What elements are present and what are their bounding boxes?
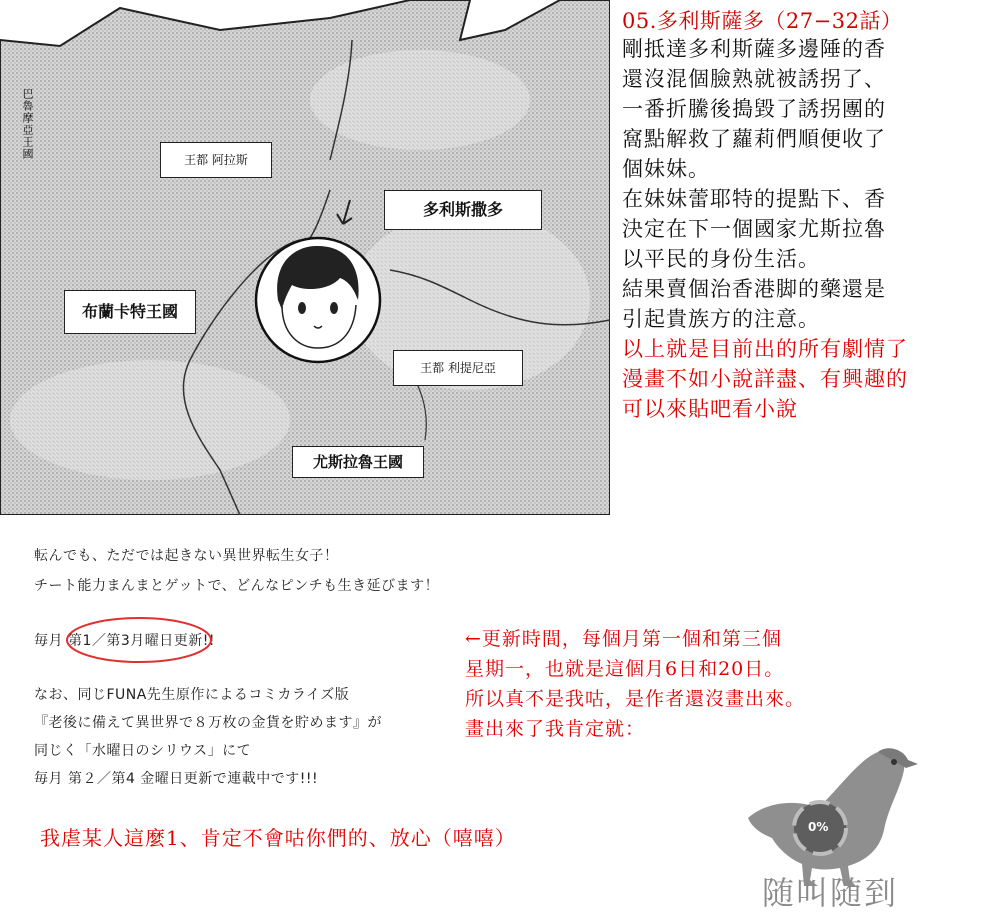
jp-line-5: 『老後に備えて異世界で８万枚の金貨を貯めます』が xyxy=(34,715,382,731)
brankat-kingdom-label: 布蘭卡特王國 xyxy=(64,290,196,334)
yuslaru-kingdom-label: 尤斯拉魯王國 xyxy=(292,446,424,478)
story-line: 個妹妹。 xyxy=(622,157,710,181)
pigeon-caption: 随叫随到 xyxy=(761,874,898,912)
story-line: 一番折騰後搗毀了誘拐團的 xyxy=(622,97,886,121)
jp-line-6: 同じく「水曜日のシリウス」にて xyxy=(34,743,252,759)
story-line: 剛抵達多利斯薩多邊陲的香 xyxy=(622,37,886,61)
bottom-remark: 我虐某人這麼1、肯定不會咕你們的、放心（嘻嘻） xyxy=(40,826,516,850)
capital-litiria-label: 王都 利提尼亞 xyxy=(393,350,523,386)
story-heading: 05.多利斯薩多（27−32話） xyxy=(622,9,903,33)
story-line: 還沒混個臉熟就被誘拐了、 xyxy=(622,67,886,91)
barumoa-kingdom-label: 巴魯摩亞王國 xyxy=(21,88,34,160)
jp-line-1: 転んでも、ただでは起きない異世界転生女子！ xyxy=(34,548,339,564)
update-note xyxy=(465,624,995,744)
capital-aras-label: 王都 阿拉斯 xyxy=(160,142,272,178)
note-line: ←更新時間，每個月第一個和第三個 xyxy=(465,628,782,650)
dorisasa-label: 多利斯撒多 xyxy=(384,190,542,230)
note-line: 畫出來了我肯定就： xyxy=(465,718,646,740)
red-circle-highlight xyxy=(64,614,214,666)
jp-line-2: チート能力まんまとゲットで、どんなピンチも生き延びます！ xyxy=(34,578,440,594)
jp-line-7: 毎月 第２／第4 金曜日更新で連載中です!!! xyxy=(34,771,319,787)
story-line: 以平民的身份生活。 xyxy=(622,247,820,271)
pigeon-percent: 0% xyxy=(808,820,829,834)
story-red-line: 以上就是目前出的所有劇情了 xyxy=(622,337,908,361)
story-line: 結果賣個治香港脚的藥還是 xyxy=(622,277,886,301)
story-red-line: 可以來貼吧看小說 xyxy=(622,397,798,421)
story-line: 在妹妹蕾耶特的提點下、香 xyxy=(622,187,886,211)
map-illustration xyxy=(0,0,610,515)
jp-line-4: なお、同じFUNA先生原作によるコミカライズ版 xyxy=(34,687,350,703)
story-line: 窩點解救了蘿莉們順便收了 xyxy=(622,127,886,151)
story-line: 引起貴族方的注意。 xyxy=(622,307,820,331)
story-line: 決定在下一個國家尤斯拉魯 xyxy=(622,217,886,241)
note-line: 所以真不是我咕，是作者還沒畫出來。 xyxy=(465,688,806,710)
story-summary xyxy=(622,8,998,424)
jp-line-3: 毎月 第1／第3月曜日更新!! xyxy=(34,633,215,649)
story-red-line: 漫畫不如小說詳盡、有興趣的 xyxy=(622,367,908,391)
note-line: 星期一，也就是這個月6日和20日。 xyxy=(465,658,785,680)
